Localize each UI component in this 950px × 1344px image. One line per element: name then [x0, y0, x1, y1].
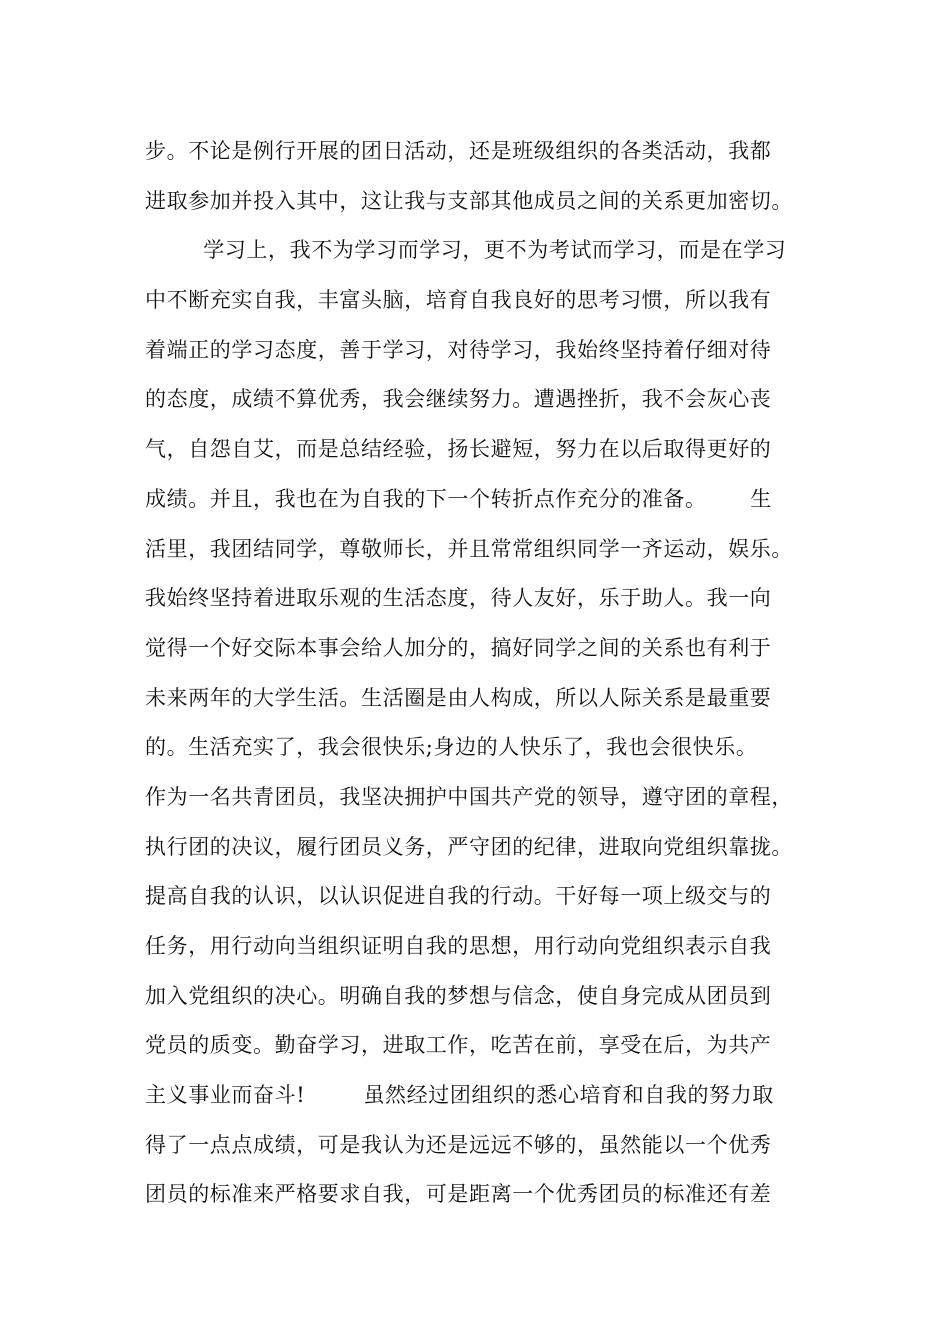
text-line: 执行团的决议，履行团员义务，严守团的纪律，进取向党组织靠拢。: [145, 834, 793, 859]
text-line: 主义事业而奋斗! 虽然经过团组织的悉心培育和自我的努力取: [145, 1083, 774, 1108]
text-line: 的。生活充实了，我会很快乐;身边的人快乐了，我也会很快乐。: [145, 735, 758, 760]
text-line: 着端正的学习态度，善于学习，对待学习，我始终坚持着仔细对待: [145, 337, 772, 362]
text-line: 团员的标准来严格要求自我，可是距离一个优秀团员的标准还有差: [145, 1182, 772, 1207]
text-line: 成绩。并且，我也在为自我的下一个转折点作充分的准备。 生: [145, 486, 772, 511]
text-line: 我始终坚持着进取乐观的生活态度，待人友好，乐于助人。我一向: [145, 586, 772, 611]
text-line: 得了一点点成绩，可是我认为还是远远不够的，虽然能以一个优秀: [145, 1132, 772, 1157]
text-line: 步。不论是例行开展的团日活动，还是班级组织的各类活动，我都: [145, 139, 772, 163]
text-line: 气，自怨自艾，而是总结经验，扬长避短，努力在以后取得更好的: [145, 437, 772, 462]
text-line: 作为一名共青团员，我坚决拥护中国共产党的领导，遵守团的章程，: [145, 784, 793, 809]
text-line: 未来两年的大学生活。生活圈是由人构成，所以人际关系是最重要: [145, 685, 772, 710]
text-line: 的态度，成绩不算优秀，我会继续努力。遭遇挫折，我不会灰心丧: [145, 387, 772, 412]
text-line: 党员的质变。勤奋学习，进取工作，吃苦在前，享受在后，为共产: [145, 1033, 772, 1058]
text-line: 学习上，我不为学习而学习，更不为考试而学习，而是在学习: [145, 238, 787, 263]
text-line: 任务，用行动向当组织证明自我的思想，用行动向党组织表示自我: [145, 934, 772, 958]
text-line: 觉得一个好交际本事会给人加分的，搞好同学之间的关系也有利于: [145, 635, 772, 660]
text-line: 活里，我团结同学，尊敬师长，并且常常组织同学一齐运动，娱乐。: [145, 536, 793, 561]
text-line: 提高自我的认识，以认识促进自我的行动。干好每一项上级交与的: [145, 884, 772, 909]
text-line: 加入党组织的决心。明确自我的梦想与信念，使自身完成从团员到: [145, 983, 772, 1008]
text-line: 中不断充实自我，丰富头脑，培育自我良好的思考习惯，所以我有: [145, 288, 772, 313]
body-text: [145, 133, 815, 1226]
text-line: 进取参加并投入其中，这让我与支部其他成员之间的关系更加密切。: [145, 188, 793, 213]
